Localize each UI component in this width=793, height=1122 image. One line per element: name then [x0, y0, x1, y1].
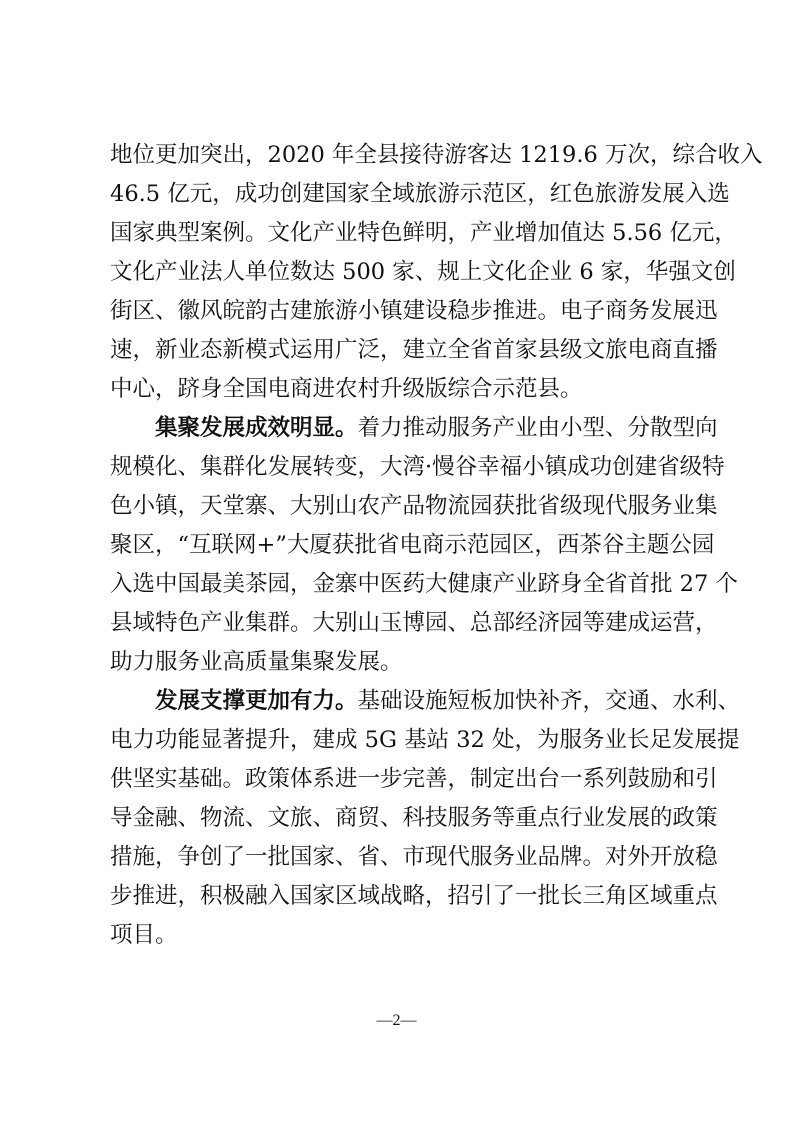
text-line: 中心，跻身全国电商进农村升级版综合示范县。	[110, 376, 583, 402]
paragraph-heading: 集聚发展成效明显。	[155, 415, 358, 441]
text-line: 色小镇，天堂寨、大别山农产品物流园获批省级现代服务业集	[110, 493, 718, 519]
text-line: 步推进，积极融入国家区域战略，招引了一批长三角区域重点	[110, 883, 718, 909]
text-line: 规模化、集群化发展转变，大湾·慢谷幸福小镇成功创建省级特	[110, 454, 725, 480]
text-line: 电力功能显著提升，建成 5G 基站 32 处，为服务业长足发展提	[110, 727, 740, 753]
text-line: 入选中国最美茶园，金寨中医药大健康产业跻身全省首批 27 个	[110, 571, 738, 597]
text-line: 助力服务业高质量集聚发展。	[110, 649, 403, 675]
text-line: 措施，争创了一批国家、省、市现代服务业品牌。对外开放稳	[110, 844, 718, 870]
text-span: 基础设施短板加快补齐，交通、水利、	[357, 688, 741, 714]
text-line: 文化产业法人单位数达 500 家、规上文化企业 6 家，华强文创	[110, 259, 736, 285]
text-line: 项目。	[110, 922, 178, 948]
text-line: 导金融、物流、文旅、商贸、科技服务等重点行业发展的政策	[110, 805, 718, 831]
text-span: 着力推动服务产业由小型、分散型向	[357, 415, 718, 441]
text-line: 供坚实基础。政策体系进一步完善，制定出台一系列鼓励和引	[110, 766, 718, 792]
paragraph-heading: 发展支撑更加有力。	[155, 688, 358, 714]
text-line	[155, 411, 718, 445]
text-line: 46.5 亿元，成功创建国家全域旅游示范区，红色旅游发展入选	[110, 181, 730, 207]
text-line: 聚区，“互联网+”大厦获批省电商示范园区，西茶谷主题公园	[110, 532, 715, 558]
text-line: 街区、徽风皖韵古建旅游小镇建设稳步推进。电子商务发展迅	[110, 298, 718, 324]
text-line: 国家典型案例。文化产业特色鲜明，产业增加值达 5.56 亿元，	[110, 220, 737, 246]
text-line: 地位更加突出，2020 年全县接待游客达 1219.6 万次，综合收入	[110, 142, 763, 168]
text-line	[155, 684, 741, 718]
page-number: —2—	[376, 1012, 417, 1029]
text-line: 县域特色产业集群。大别山玉博园、总部经济园等建成运营，	[110, 610, 718, 636]
text-line: 速，新业态新模式运用广泛，建立全省首家县级文旅电商直播	[110, 337, 718, 363]
